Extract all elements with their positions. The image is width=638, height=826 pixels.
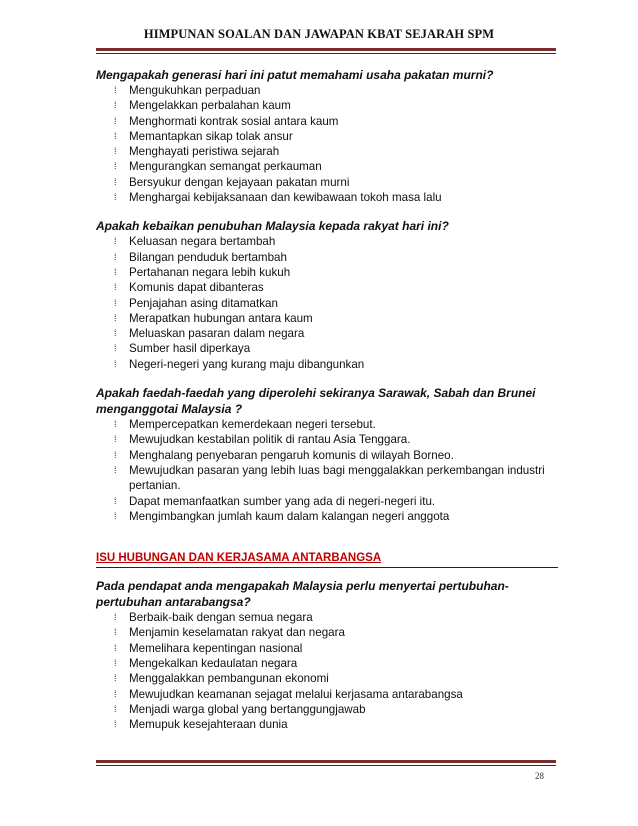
bullet-icon: ⁞ bbox=[114, 658, 117, 669]
question-3: Apakah faedah-faedah yang diperolehi sekiranya Sarawak, Sabah dan Brunei menganggotai Malaysia ? bbox=[96, 386, 536, 417]
bullet-icon: ⁞ bbox=[114, 146, 117, 157]
list-item: ⁞ Bersyukur dengan kejayaan pakatan murni bbox=[114, 175, 350, 189]
bullet-icon: ⁞ bbox=[114, 419, 117, 430]
answer-list-4 bbox=[96, 610, 558, 732]
bullet-icon: ⁞ bbox=[114, 673, 117, 684]
list-item: ⁞ Menghargai kebijaksanaan dan kewibawaan tokoh masa lalu bbox=[114, 191, 442, 205]
list-item: ⁞ Dapat memanfaatkan sumber yang ada di negeri-negeri itu. bbox=[114, 494, 436, 508]
list-item: ⁞ Mengimbangkan jumlah kaum dalam kalangan negeri anggota bbox=[114, 509, 450, 523]
header-rule bbox=[96, 48, 556, 51]
answer-list-2 bbox=[96, 234, 558, 372]
list-item: ⁞ Komunis dapat dibanteras bbox=[114, 281, 264, 295]
document-header: HIMPUNAN SOALAN DAN JAWAPAN KBAT SEJARAH SPM bbox=[143, 27, 495, 41]
bullet-icon: ⁞ bbox=[114, 495, 117, 506]
bullet-icon: ⁞ bbox=[114, 510, 117, 521]
bullet-icon: ⁞ bbox=[114, 627, 117, 638]
list-item: ⁞ Bilangan penduduk bertambah bbox=[114, 250, 287, 264]
list-item: ⁞ Mewujudkan keamanan sejagat melalui kerjasama antarabangsa bbox=[114, 687, 463, 701]
list-item: ⁞ Penjajahan asing ditamatkan bbox=[114, 296, 278, 310]
list-item: ⁞ Mempercepatkan kemerdekaan negeri tersebut. bbox=[114, 418, 376, 432]
bullet-icon: ⁞ bbox=[114, 100, 117, 111]
question-4: Pada pendapat anda mengapakah Malaysia perlu menyertai pertubuhan- pertubuhan antarabangsa? bbox=[96, 579, 509, 610]
list-item: ⁞ Menghalang penyebaran pengaruh komunis di wilayah Borneo. bbox=[114, 448, 454, 462]
list-item: ⁞ Memupuk kesejahteraan dunia bbox=[114, 718, 288, 732]
bullet-icon: ⁞ bbox=[114, 358, 117, 369]
list-item: ⁞ Memantapkan sikap tolak ansur bbox=[114, 129, 293, 143]
bullet-icon: ⁞ bbox=[114, 449, 117, 460]
list-item: ⁞ Mengurangkan semangat perkauman bbox=[114, 160, 322, 174]
bullet-icon: ⁞ bbox=[114, 688, 117, 699]
question-1: Mengapakah generasi hari ini patut memahami usaha pakatan murni? bbox=[96, 68, 494, 82]
bullet-icon: ⁞ bbox=[114, 236, 117, 247]
bullet-icon: ⁞ bbox=[114, 434, 117, 445]
bullet-icon: ⁞ bbox=[114, 161, 117, 172]
bullet-icon: ⁞ bbox=[114, 343, 117, 354]
page-number: 28 bbox=[535, 771, 544, 781]
bullet-icon: ⁞ bbox=[114, 719, 117, 730]
list-item: ⁞ Merapatkan hubungan antara kaum bbox=[114, 311, 313, 325]
bullet-icon: ⁞ bbox=[114, 282, 117, 293]
list-item: ⁞ Menjamin keselamatan rakyat dan negara bbox=[114, 626, 345, 640]
list-item: ⁞ Meluaskan pasaran dalam negara bbox=[114, 327, 305, 341]
list-item: ⁞ Negeri-negeri yang kurang maju dibangunkan bbox=[114, 357, 365, 371]
list-item: ⁞ Berbaik-baik dengan semua negara bbox=[114, 611, 313, 625]
bullet-icon: ⁞ bbox=[114, 328, 117, 339]
bullet-icon: ⁞ bbox=[114, 176, 117, 187]
bullet-icon: ⁞ bbox=[114, 130, 117, 141]
bullet-icon: ⁞ bbox=[114, 192, 117, 203]
document-body bbox=[96, 67, 558, 733]
bullet-icon: ⁞ bbox=[114, 115, 117, 126]
answer-list-1 bbox=[96, 83, 558, 205]
footer-rule-thin bbox=[96, 765, 556, 766]
bullet-icon: ⁞ bbox=[114, 464, 117, 475]
bullet-icon: ⁞ bbox=[114, 266, 117, 277]
list-item: ⁞ Mengelakkan perbalahan kaum bbox=[114, 99, 291, 113]
list-item: ⁞ Keluasan negara bertambah bbox=[114, 235, 276, 249]
list-item: ⁞ Menghormati kontrak sosial antara kaum bbox=[114, 114, 339, 128]
bullet-icon: ⁞ bbox=[114, 85, 117, 95]
list-item: ⁞ Memelihara kepentingan nasional bbox=[114, 641, 303, 655]
list-item: ⁞ Sumber hasil diperkaya bbox=[114, 342, 251, 356]
list-item: ⁞ Menggalakkan pembangunan ekonomi bbox=[114, 672, 329, 686]
list-item: ⁞ Menghayati peristiwa sejarah bbox=[114, 145, 280, 159]
bullet-icon: ⁞ bbox=[114, 297, 117, 308]
list-item: ⁞ Menjadi warga global yang bertanggungjawab bbox=[114, 702, 366, 716]
question-2: Apakah kebaikan penubuhan Malaysia kepada rakyat hari ini? bbox=[96, 219, 449, 234]
bullet-icon: ⁞ bbox=[114, 251, 117, 262]
section-heading: ISU HUBUNGAN DAN KERJASAMA ANTARBANGSA bbox=[96, 552, 382, 565]
header-rule-thin bbox=[96, 53, 556, 54]
list-item: ⁞ Mengekalkan kedaulatan negara bbox=[114, 657, 298, 671]
bullet-icon: ⁞ bbox=[114, 612, 117, 623]
bullet-icon: ⁞ bbox=[114, 642, 117, 653]
answer-list-3 bbox=[96, 417, 558, 524]
list-item: ⁞ Mengukuhkan perpaduan bbox=[114, 84, 261, 97]
list-item: ⁞ Pertahanan negara lebih kukuh bbox=[114, 265, 291, 279]
bullet-icon: ⁞ bbox=[114, 703, 117, 714]
section-rule bbox=[96, 567, 558, 568]
list-item: ⁞ Mewujudkan pasaran yang lebih luas bagi menggalakkan perkembangan industri pertanian. bbox=[114, 463, 545, 493]
bullet-icon: ⁞ bbox=[114, 312, 117, 323]
list-item: ⁞ Mewujudkan kestabilan politik di rantau Asia Tenggara. bbox=[114, 433, 411, 447]
footer-rule bbox=[96, 760, 556, 763]
